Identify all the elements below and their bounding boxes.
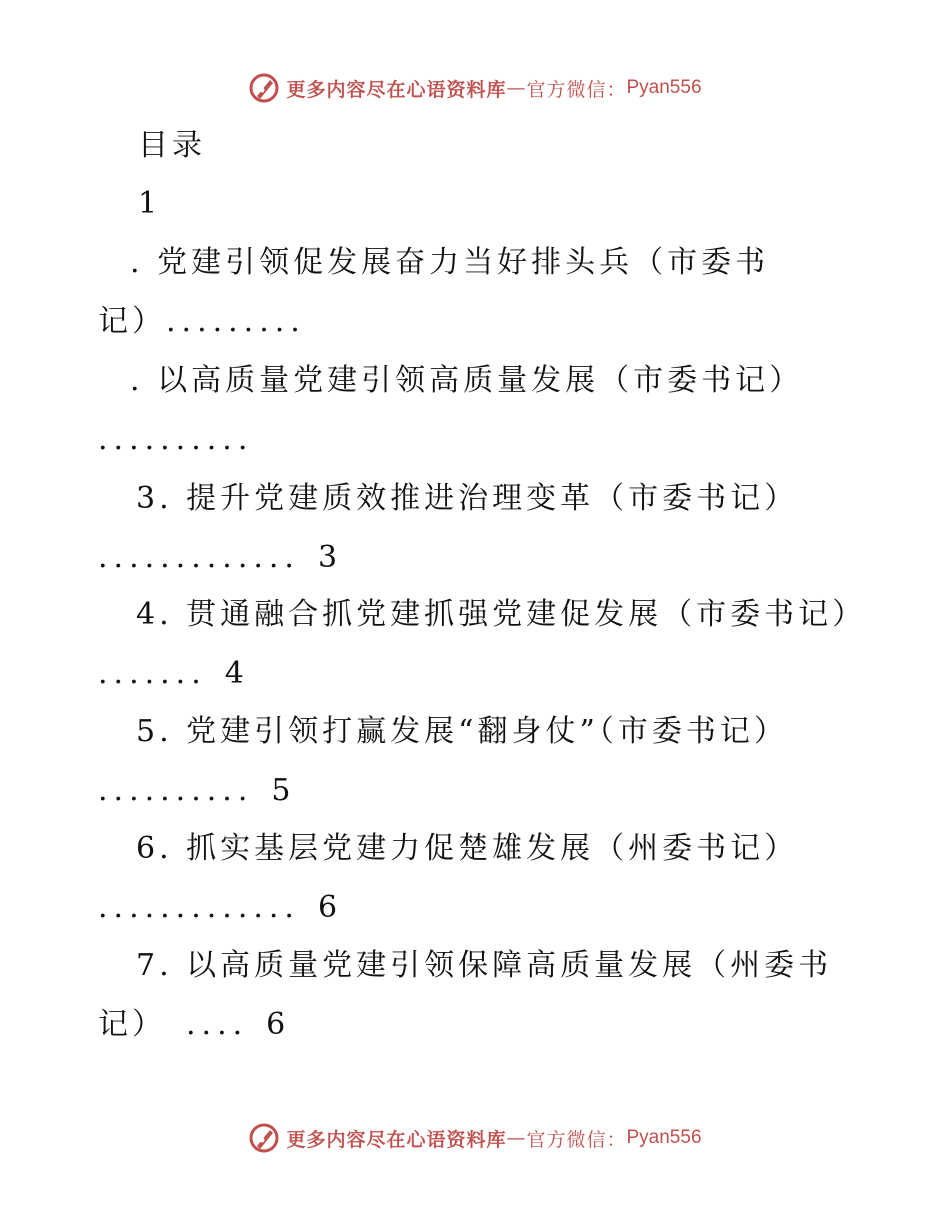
toc-item-6-title[interactable]: 6. 抓实基层党建力促楚雄发展（州委书记）	[136, 831, 799, 866]
toc-item-4-title[interactable]: 4. 贯通融合抓党建抓强党建促发展（市委书记）	[136, 597, 867, 632]
toc-item-3-leader-row	[98, 540, 337, 576]
toc-item-7-continued[interactable]	[98, 1007, 285, 1043]
toc-title: 目录	[138, 128, 206, 163]
toc-item-3-title[interactable]: 3. 提升党建质效推进治理变革（市委书记）	[136, 481, 799, 516]
toc-item-5-page: 5	[271, 773, 291, 808]
watermark-label: 官方微信：	[526, 1128, 627, 1151]
toc-item-3-leader: .............	[98, 540, 300, 575]
toc-item-7-page: 6	[266, 1007, 286, 1042]
toc-item-5-leader-row	[98, 773, 290, 809]
toc-item-1-title[interactable]: . 党建引领促发展奋力当好排头兵（市委书	[130, 245, 770, 280]
toc-item-1-continued[interactable]	[98, 304, 306, 340]
pen-logo-icon	[248, 72, 280, 104]
watermark-handle: Pyan556	[626, 77, 702, 98]
toc-item-7-title[interactable]: 7. 以高质量党建引领保障高质量发展（州委书	[136, 948, 833, 983]
watermark-dash: —	[506, 77, 527, 99]
toc-item-1-title-cont: 记）	[98, 304, 166, 339]
toc-item-2-title[interactable]: . 以高质量党建引领高质量发展（市委书记）	[130, 363, 804, 398]
toc-item-5-leader: ..........	[98, 773, 254, 808]
watermark-handle: Pyan556	[626, 1127, 702, 1148]
toc-item-7-leader: ....	[186, 1007, 249, 1042]
watermark-label: 官方微信：	[526, 78, 627, 101]
toc-item-4-leader-row	[98, 656, 244, 692]
watermark-brand: 更多内容尽在心语资料库	[286, 78, 507, 101]
watermark-dash: —	[506, 1127, 527, 1149]
header-watermark	[0, 72, 950, 104]
toc-item-2-leader: ..........	[98, 422, 254, 457]
toc-item-4-leader: .......	[98, 656, 207, 691]
toc-item-6-leader-row	[98, 890, 337, 926]
toc-item-5-title[interactable]: 5. 党建引领打赢发展“翻身仗”（市委书记）	[136, 714, 788, 749]
toc-item-7-title-cont: 记）	[98, 1007, 166, 1042]
toc-item-4-page: 4	[224, 656, 244, 691]
watermark-brand: 更多内容尽在心语资料库	[286, 1128, 507, 1151]
toc-item-3-page: 3	[317, 540, 338, 575]
pen-logo-icon	[248, 1122, 280, 1154]
toc-item-6-page: 6	[317, 890, 338, 925]
toc-item-1-leader: .........	[166, 304, 306, 339]
footer-watermark	[0, 1122, 950, 1154]
toc-first-number: 1	[138, 186, 162, 221]
toc-item-6-leader: .............	[98, 890, 300, 925]
